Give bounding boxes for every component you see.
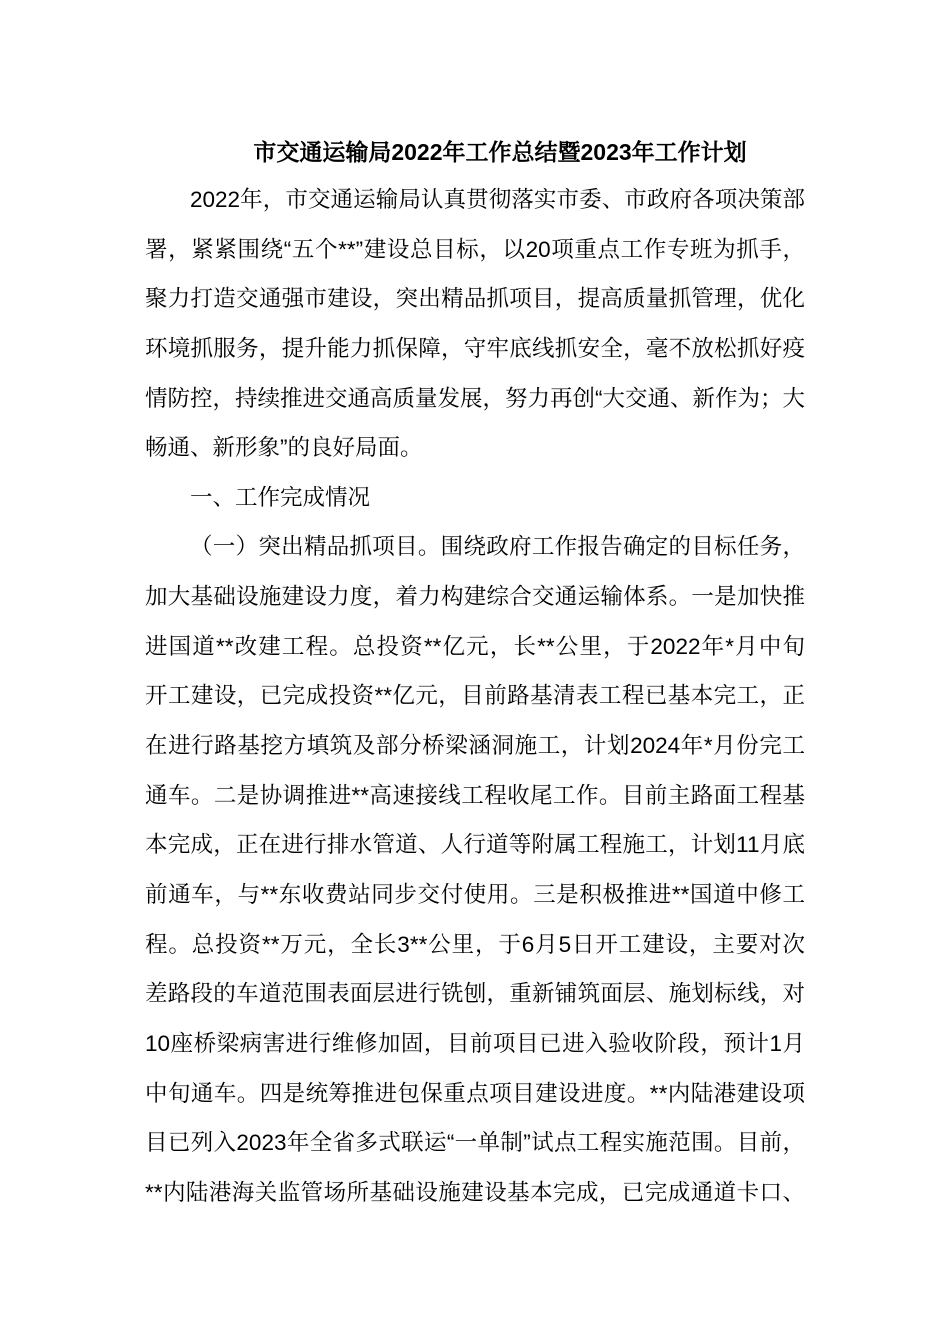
text-line: 中旬通车。四是统筹推进包保重点项目建设进度。**内陆港建设项 [145,1080,805,1106]
text-line: 畅通、新形象”的良好局面。 [145,435,423,461]
text-line: 程。总投资**万元，全长3**公里，于6月5日开工建设，主要对次 [145,931,805,957]
text-line: 10座桥梁病害进行维修加固，目前项目已进入验收阶段，预计1月 [145,1030,805,1056]
text-line: （一）突出精品抓项目。围绕政府工作报告确定的目标任务， [190,534,805,560]
text-line: 本完成，正在进行排水管道、人行道等附属工程施工，计划11月底 [145,832,805,858]
text-line: 通车。二是协调推进**高速接线工程收尾工作。目前主路面工程基 [145,782,805,808]
document-title: 市交通运输局2022年工作总结暨2023年工作计划 [253,139,747,165]
text-line: 加大基础设施建设力度，着力构建综合交通运输体系。一是加快推 [145,584,805,610]
text-line: 情防控，持续推进交通高质量发展，努力再创“大交通、新作为；大 [145,385,805,411]
text-line: 2022年，市交通运输局认真贯彻落实市委、市政府各项决策部 [190,187,805,212]
text-line: 署，紧紧围绕“五个**”建设总目标，以20项重点工作专班为抓手， [145,236,805,262]
text-line: 开工建设，已完成投资**亿元，目前路基清表工程已基本完工，正 [145,683,805,709]
text-line: 进国道**改建工程。总投资**亿元，长**公里，于2022年*月中旬 [145,633,805,659]
text-line: 聚力打造交通强市建设，突出精品抓项目，提高质量抓管理，优化 [145,286,805,312]
text-line: 在进行路基挖方填筑及部分桥梁涵洞施工，计划2024年*月份完工 [145,733,805,759]
text-line: 差路段的车道范围表面层进行铣刨，重新铺筑面层、施划标线，对 [145,981,805,1007]
text-line: 一、工作完成情况 [190,484,371,510]
text-line: **内陆港海关监管场所基础设施建设基本完成，已完成通道卡口、 [145,1179,805,1205]
text-line: 前通车，与**东收费站同步交付使用。三是积极推进**国道中修工 [145,881,805,907]
text-line: 目已列入2023年全省多式联运“一单制”试点工程实施范围。目前， [145,1130,805,1156]
document-body [145,175,805,1217]
text-line: 环境抓服务，提升能力抓保障，守牢底线抓安全，毫不放松抓好疫 [145,335,805,361]
